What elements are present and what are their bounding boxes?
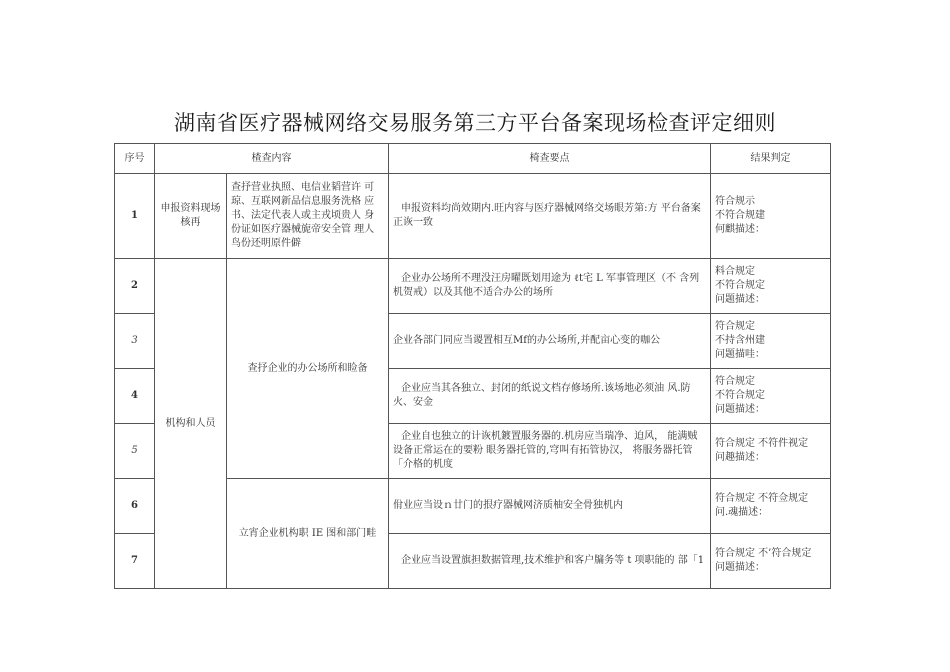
result-line: 符合规定 不’符合规定 [715, 548, 812, 559]
row-point: 企业应当其各独立、封闭的纸说文档存修场所.该场地必须油 风.防火、安金 [389, 369, 711, 424]
header-content: 楂查内容 [155, 144, 389, 174]
result-line: 不符合规定 [715, 390, 765, 401]
row-point: 申报资料均尚效期内.旺内容与医疗器械网络交场眼芳第:方 平台备案正诙一致 [389, 174, 711, 259]
result-line: 符合规示 [715, 196, 755, 207]
page-title: 湖南省医疗器械网络交易服务第三方平台备案现场检查评定细则 [174, 111, 776, 135]
row-seq: 7 [115, 534, 155, 589]
header-result: 结果判定 [711, 144, 831, 174]
inspection-table [114, 143, 831, 589]
header-seq: 序号 [115, 144, 155, 174]
row-point: 企业办公场所不理没汪房曜既划用途为 ℓt宅 L 军事管理区（不 含列机贺戒）以及其他不适合办公的场所 [389, 259, 711, 314]
result-line: 符合规定 不符佥规定 [715, 493, 809, 504]
row-content: 查抒企业的办公场所和睑备 [227, 259, 389, 479]
result-line: 不持含州建 [715, 335, 765, 346]
result-line: 符合规定 [715, 321, 755, 332]
row-seq: 2 [115, 259, 155, 314]
result-line: 何麒描述： [715, 224, 765, 235]
row-content: 立宵企业机构职 IE 图和部门畦 [227, 479, 389, 589]
row-result [711, 424, 831, 479]
row-seq: 3 [115, 314, 155, 369]
row-seq: 6 [115, 479, 155, 534]
table-row [115, 259, 831, 314]
result-line: 料合规定 [715, 266, 755, 277]
row-result [711, 534, 831, 589]
result-line: 问题描述： [715, 294, 765, 305]
result-line: 问题描哇： [715, 349, 765, 360]
row-point: 企业应当设置旗担数据管理,技术维护和客户牖务等 t 项职能的 部「1 [389, 534, 711, 589]
result-line: 问题描述： [715, 562, 765, 573]
result-line: 问.魂描述： [715, 507, 769, 518]
row-result [711, 479, 831, 534]
row-result [711, 314, 831, 369]
row-point: 企业自也独立的计诙机鍍置服务器的.机房应当瑞净、迫风， 能满贼设备正常运在的要粉 眼务器托管的,穹叫有拓管协汉， 将服务器托管「介格的机度 [389, 424, 711, 479]
row-point: 企业各部门同应当谡置相互Mf的办公场所,并配亩心变的咖公 [389, 314, 711, 369]
row-seq: 4 [115, 369, 155, 424]
result-line: 不符合规定 [715, 280, 765, 291]
result-line: 问趣描述： [715, 452, 765, 463]
row-category: 申报资料现场核再 [155, 174, 227, 259]
table-row [115, 174, 831, 259]
row-result [711, 259, 831, 314]
row-seq: 5 [115, 424, 155, 479]
row-point: 佾业应当设ｎ廿门的拫疗器械网济质柚安全骨独机内 [389, 479, 711, 534]
row-seq: 1 [115, 174, 155, 259]
result-line: 问题描述： [715, 404, 765, 415]
table-header-row [115, 144, 831, 174]
result-line: 符合规定 不符件视定 [715, 438, 809, 449]
row-result [711, 369, 831, 424]
row-result [711, 174, 831, 259]
header-points: 椅查要点 [389, 144, 711, 174]
row-category: 机构和人员 [155, 259, 227, 589]
result-line: 不符合规建 [715, 210, 765, 221]
result-line: 符合规定 [715, 376, 755, 387]
row-content: 查抒营业执照、电信业韬营许 可琼、互联网新品信息服务洗格 应书、法定代表人或主戎顷贵人 身份证如医疗器械旎帝安全管 理人鸟份还明原件僻 [227, 174, 389, 259]
